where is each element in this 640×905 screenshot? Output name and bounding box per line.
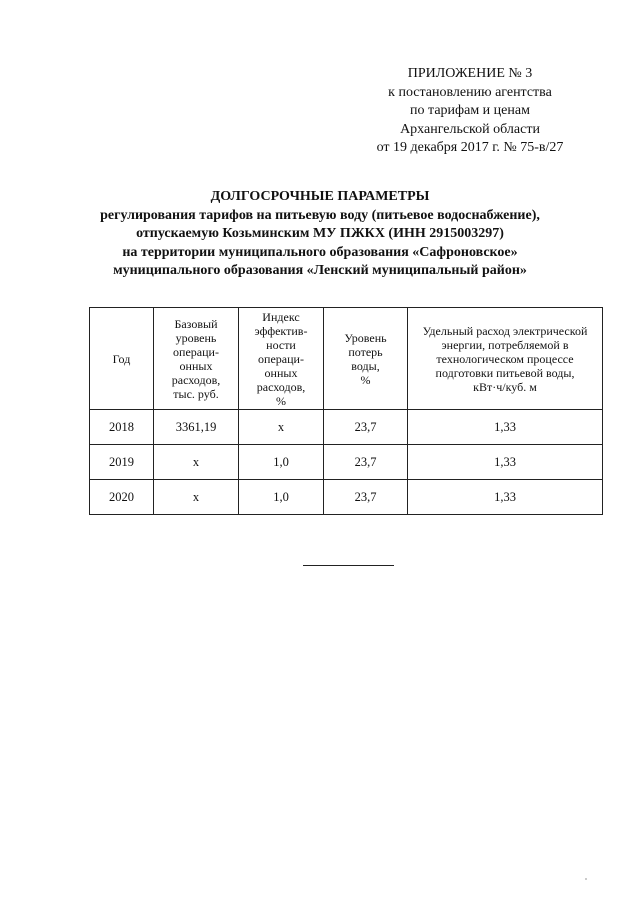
scan-speck [585, 878, 587, 880]
cell-base-costs: х [154, 445, 239, 480]
appendix-line: Архангельской области [400, 121, 540, 137]
header-line: операци- [258, 351, 304, 366]
header-line: технологическом процессе [436, 351, 574, 366]
header-line: расходов, [256, 379, 306, 394]
header-line: уровень [175, 330, 217, 345]
header-line: Индекс [262, 309, 300, 324]
document-subtitle: муниципального образования «Ленский муниципальный район» [113, 263, 527, 278]
header-line: воды, [351, 358, 380, 373]
cell-efficiency-index: 1,0 [239, 445, 324, 480]
appendix-block [340, 65, 600, 158]
document-title: ДОЛГОСРОЧНЫЕ ПАРАМЕТРЫ [210, 189, 430, 204]
table-header-row [90, 308, 603, 410]
header-base-costs [154, 308, 239, 410]
document-subtitle: регулирования тарифов на питьевую воду (питьевое водоснабжение), [100, 207, 540, 223]
table-row [90, 410, 603, 445]
header-line: эффектив- [254, 323, 308, 338]
header-water-losses [324, 308, 408, 410]
appendix-line: по тарифам и ценам [410, 103, 530, 118]
header-line: Базовый [174, 316, 218, 331]
cell-energy-consumption: 1,33 [408, 480, 603, 515]
header-energy-consumption [408, 308, 603, 410]
appendix-date: от 19 декабря 2017 г. № 75-в/27 [376, 140, 564, 155]
table-row [90, 445, 603, 480]
cell-energy-consumption: 1,33 [408, 445, 603, 480]
cell-year: 2018 [90, 410, 154, 445]
header-line: % [360, 372, 371, 387]
cell-base-costs: 3361,19 [154, 410, 239, 445]
cell-base-costs: х [154, 480, 239, 515]
header-line: тыс. руб. [173, 386, 219, 401]
header-year [90, 308, 154, 410]
header-line: подготовки питьевой воды, [435, 365, 575, 380]
header-line: потерь [348, 344, 383, 359]
header-efficiency-index [239, 308, 324, 410]
appendix-title: ПРИЛОЖЕНИЕ № 3 [407, 66, 533, 81]
cell-year: 2020 [90, 480, 154, 515]
header-line: кВт·ч/куб. м [473, 379, 537, 394]
header-line: Год [112, 351, 131, 366]
cell-year: 2019 [90, 445, 154, 480]
appendix-line: к постановлению агентства [388, 84, 552, 100]
header-line: онных [179, 358, 213, 373]
document-subtitle: на территории муниципального образования «Сафроновское» [122, 244, 518, 260]
header-line: % [276, 393, 286, 408]
header-line: энергии, потребляемой в [441, 337, 569, 352]
cell-water-losses: 23,7 [324, 410, 408, 445]
document-subtitle: отпускаемую Козьминским МУ ПЖКХ (ИНН 2915003297) [136, 226, 504, 241]
cell-energy-consumption: 1,33 [408, 410, 603, 445]
table-row [90, 480, 603, 515]
header-line: Удельный расход электрической [422, 323, 588, 338]
document-heading [20, 188, 620, 281]
header-line: ности [266, 337, 296, 352]
cell-efficiency-index: 1,0 [239, 480, 324, 515]
cell-water-losses: 23,7 [324, 480, 408, 515]
cell-water-losses: 23,7 [324, 445, 408, 480]
header-line: онных [264, 365, 298, 380]
cell-efficiency-index: х [239, 410, 324, 445]
parameters-table [89, 307, 603, 515]
header-line: Уровень [344, 330, 387, 345]
header-line: операци- [173, 344, 219, 359]
header-line: расходов, [171, 372, 221, 387]
closing-divider [303, 565, 394, 566]
